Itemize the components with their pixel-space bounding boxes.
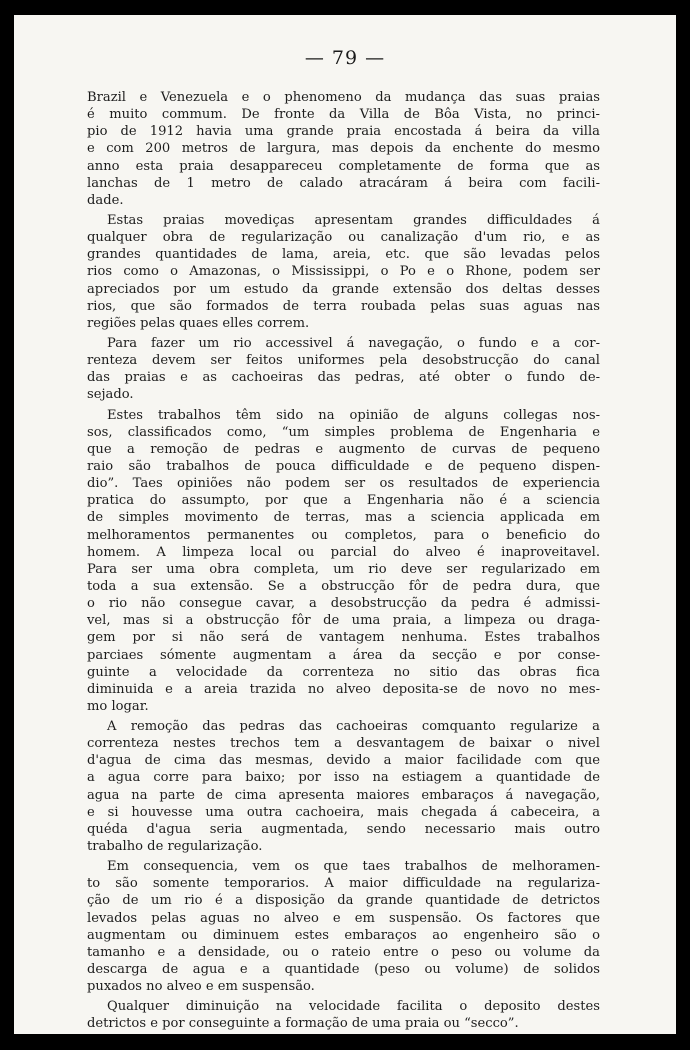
- book-page: [14, 15, 676, 1034]
- text-line: anno esta praia desappareceu completamente de forma que as: [87, 158, 600, 174]
- paragraph: [87, 89, 600, 209]
- text-line: Brazil e Venezuela e o phenomeno da mudança das suas praias: [87, 90, 600, 105]
- text-line: levados pelas aguas no alveo e em suspensão. Os factores que: [87, 910, 600, 926]
- text-line: vel, mas si a obstrucção fôr de uma praia, a limpeza ou draga-: [87, 613, 600, 629]
- paragraph: [87, 998, 600, 1032]
- text-line: guinte a velocidade da correnteza no sitio das obras fica: [87, 664, 600, 680]
- text-line: homem. A limpeza local ou parcial do alveo é inaproveitavel.: [87, 544, 600, 560]
- text-line: e si houvesse uma outra cachoeira, mais chegada á cabeceira, a: [87, 804, 600, 820]
- paragraph: [87, 335, 600, 404]
- paragraph: [87, 407, 600, 716]
- text-line: mo logar.: [87, 698, 149, 714]
- text-line: melhoramentos permanentes ou completos, para o beneficio do: [87, 527, 600, 543]
- text-line: Qualquer diminuição na velocidade facilita o deposito destes: [107, 999, 600, 1015]
- page-number: — 79 —: [304, 47, 386, 69]
- text-line: a agua corre para baixo; por isso na estiagem a quantidade de: [87, 770, 600, 786]
- text-line: grandes quantidades de lama, areia, etc. que são levadas pelos: [87, 247, 600, 263]
- text-line: dade.: [87, 192, 124, 208]
- text-line: detrictos e por conseguinte a formação de uma praia ou “secco”.: [87, 1016, 519, 1032]
- text-line: tamanho e a densidade, ou o rateio entre o peso ou volume da: [87, 944, 600, 960]
- paragraph: [87, 212, 600, 332]
- text-line: Para ser uma obra completa, um rio deve ser regularizado em: [87, 561, 600, 577]
- text-line: que a remoção de pedras e augmento de curvas de pequeno: [87, 441, 600, 457]
- paragraph: [87, 718, 600, 855]
- text-line: regiões pelas quaes elles correm.: [87, 315, 310, 331]
- text-line: das praias e as cachoeiras das pedras, até obter o fundo de-: [87, 370, 600, 386]
- text-line: gem por si não será de vantagem nenhuma. Estes trabalhos: [87, 630, 600, 646]
- text-line: pio de 1912 havia uma grande praia encostada á beira da villa: [87, 124, 600, 140]
- text-line: sejado.: [87, 387, 134, 403]
- text-line: parciaes sómente augmentam a área da secção e por conse-: [87, 647, 600, 663]
- text-line: ção de um rio é a disposição da grande quantidade de detrictos: [87, 893, 600, 909]
- text-line: d'agua de cima das mesmas, devido a maior facilidade com que: [87, 753, 600, 769]
- paragraph: [87, 858, 600, 995]
- text-line: toda a sua extensão. Se a obstrucção fôr de pedra dura, que: [87, 578, 600, 594]
- text-line: augmentam ou diminuem estes embaraços ao engenheiro são o: [87, 927, 600, 943]
- text-line: to são somente temporarios. A maior difficuldade na regulariza-: [87, 876, 600, 892]
- body-text: [87, 89, 600, 1034]
- text-line: sos, classificados como, “um simples problema de Engenharia e: [87, 424, 600, 440]
- text-line: dio”. Taes opiniões não podem ser os resultados de experiencia: [87, 476, 600, 492]
- text-line: Estes trabalhos têm sido na opinião de alguns collegas nos-: [107, 407, 600, 423]
- text-line: renteza devem ser feitos uniformes pela desobstrucção do canal: [87, 353, 600, 369]
- text-line: Para fazer um rio accessivel á navegação, o fundo e a cor-: [107, 335, 600, 351]
- text-line: Estas praias movediças apresentam grandes difficuldades á: [107, 212, 600, 228]
- text-line: rios como o Amazonas, o Mississippi, o Po e o Rhone, podem ser: [87, 264, 600, 280]
- text-line: descarga de agua e a quantidade (peso ou volume) de solidos: [87, 962, 600, 978]
- text-line: puxados no alveo e em suspensão.: [87, 979, 315, 995]
- text-line: o rio não consegue cavar, a desobstrucção da pedra é admissi-: [87, 596, 600, 612]
- text-line: A remoção das pedras das cachoeiras comquanto regularize a: [107, 719, 600, 735]
- text-line: e com 200 metros de largura, mas depois da enchente do mesmo: [87, 141, 600, 157]
- text-line: qualquer obra de regularização ou canalização d'um rio, e as: [87, 230, 600, 246]
- text-line: correnteza nestes trechos tem a desvantagem de baixar o nivel: [87, 736, 600, 752]
- text-line: agua na parte de cima apresenta maiores embaraços á navegação,: [87, 787, 600, 803]
- text-line: raio são trabalhos de pouca difficuldade e de pequeno dispen-: [87, 458, 600, 474]
- text-line: diminuida e a areia trazida no alveo deposita-se de novo no mes-: [87, 681, 600, 697]
- text-line: rios, que são formados de terra roubada pelas suas aguas nas: [87, 298, 600, 314]
- text-line: pratica do assumpto, por que a Engenharia não é a sciencia: [87, 493, 600, 509]
- text-line: é muito commum. De fronte da Villa de Bôa Vista, no princi-: [87, 107, 600, 123]
- text-line: trabalho de regularização.: [87, 839, 263, 855]
- text-line: Em consequencia, vem os que taes trabalhos de melhoramen-: [107, 859, 600, 875]
- text-line: lanchas de 1 metro de calado atracáram á beira com facili-: [87, 175, 600, 191]
- text-line: quéda d'agua seria augmentada, sendo necessario mais outro: [87, 821, 600, 837]
- text-line: de simples movimento de terras, mas a sciencia applicada em: [87, 510, 600, 526]
- text-line: apreciados por um estudo da grande extensão dos deltas desses: [87, 281, 600, 297]
